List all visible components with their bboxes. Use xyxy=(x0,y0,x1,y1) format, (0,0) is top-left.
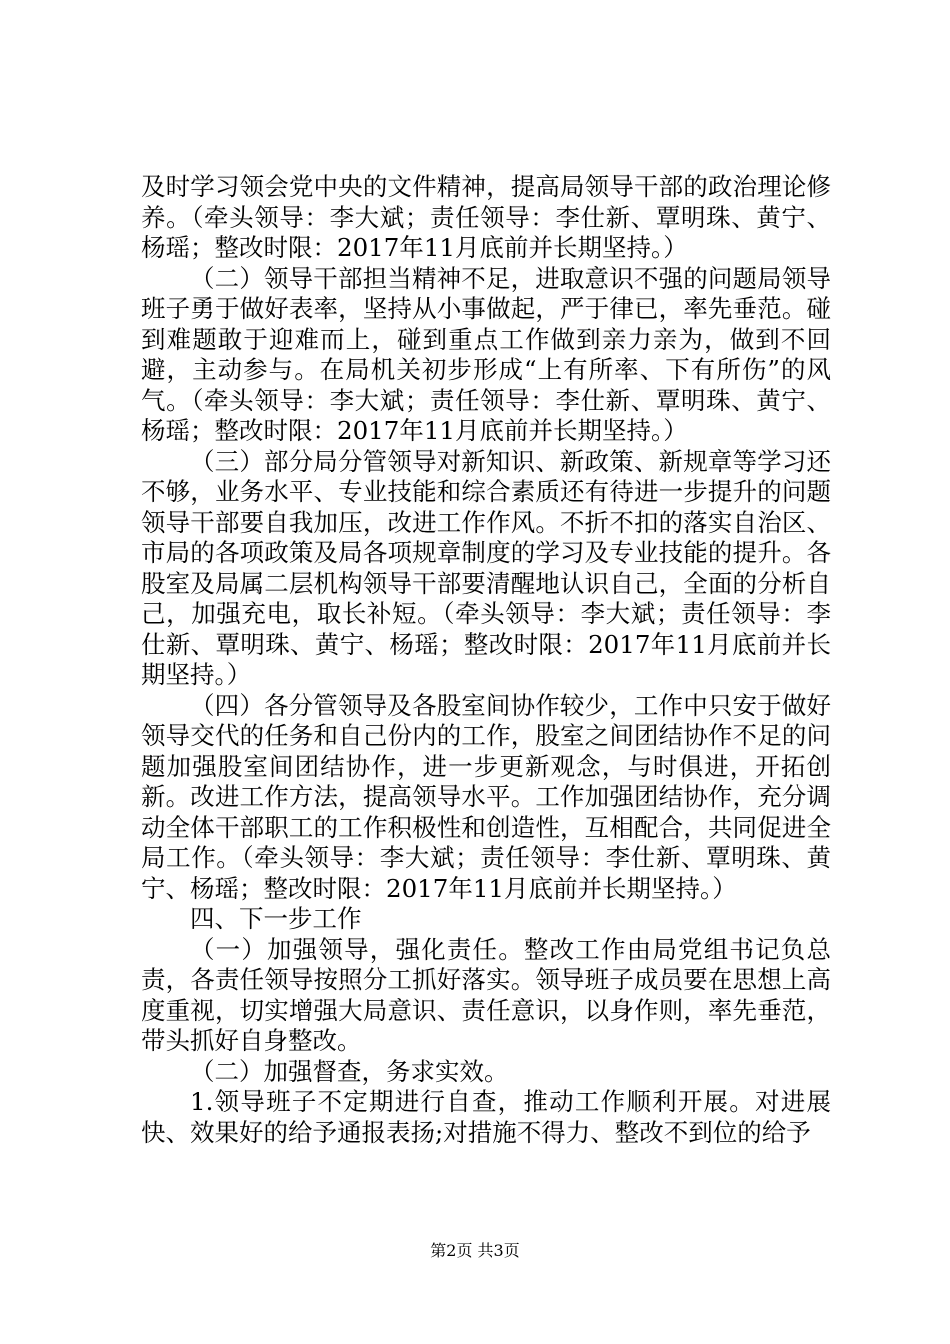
paragraph-continuation: 及时学习领会党中央的文件精神，提高局领导干部的政治理论修养。（牵头领导：李大斌；责任领导：李仕新、覃明珠、黄宁、杨瑶；整改时限：2017年11月底前并长期坚持。） xyxy=(141,172,831,262)
paragraph-item-2: （二）领导干部担当精神不足，进取意识不强的问题局领导班子勇于做好表率，坚持从小事做起，严于律已，率先垂范。碰到难题敢于迎难而上，碰到重点工作做到亲力亲为，做到不回避，主动参与。在局机关初步形成“上有所率、下有所伤”的风气。（牵头领导：李大斌；责任领导：李仕新、覃明珠、黄宁、杨瑶；整改时限：2017年11月底前并长期坚持。） xyxy=(141,263,831,445)
page-footer: 第2页 共3页 xyxy=(430,1241,520,1260)
paragraph-self-inspection: 1.领导班子不定期进行自查，推动工作顺利开展。对进展快、效果好的给予通报表扬;对措施不得力、整改不到位的给予 xyxy=(141,1087,831,1147)
paragraph-strengthen-supervision: （二）加强督查，务求实效。 xyxy=(190,1056,509,1086)
paragraph-item-4: （四）各分管领导及各股室间协作较少，工作中只安于做好领导交代的任务和自己份内的工作，股室之间团结协作不足的问题加强股室间团结协作，进一步更新观念，与时俱进，开拓创新。改进工作方法，提高领导水平。工作加强团结协作，充分调动全体干部职工的工作积极性和创造性，互相配合，共同促进全局工作。（牵头领导：李大斌；责任领导：李仕新、覃明珠、黄宁、杨瑶；整改时限：2017年11月底前并长期坚持。） xyxy=(141,690,831,903)
paragraph-strengthen-leadership: （一）加强领导，强化责任。整改工作由局党组书记负总责，各责任领导按照分工抓好落实。领导班子成员要在思想上高度重视，切实增强大局意识、责任意识，以身作则，率先垂范，带头抓好自身整改。 xyxy=(141,934,831,1055)
paragraph-item-3: （三）部分局分管领导对新知识、新政策、新规章等学习还不够，业务水平、专业技能和综合素质还有待进一步提升的问题领导干部要自我加压，改进工作作风。不折不扣的落实自治区、市局的各项政策及局各项规章制度的学习及专业技能的提升。各股室及局属二层机构领导干部要清醒地认识自己，全面的分析自己，加强充电，取长补短。（牵头领导：李大斌；责任领导：李仕新、覃明珠、黄宁、杨瑶；整改时限：2017年11月底前并长期坚持。） xyxy=(141,446,831,689)
section-heading-next-steps: 四、下一步工作 xyxy=(190,904,362,933)
document-body xyxy=(141,172,831,1148)
